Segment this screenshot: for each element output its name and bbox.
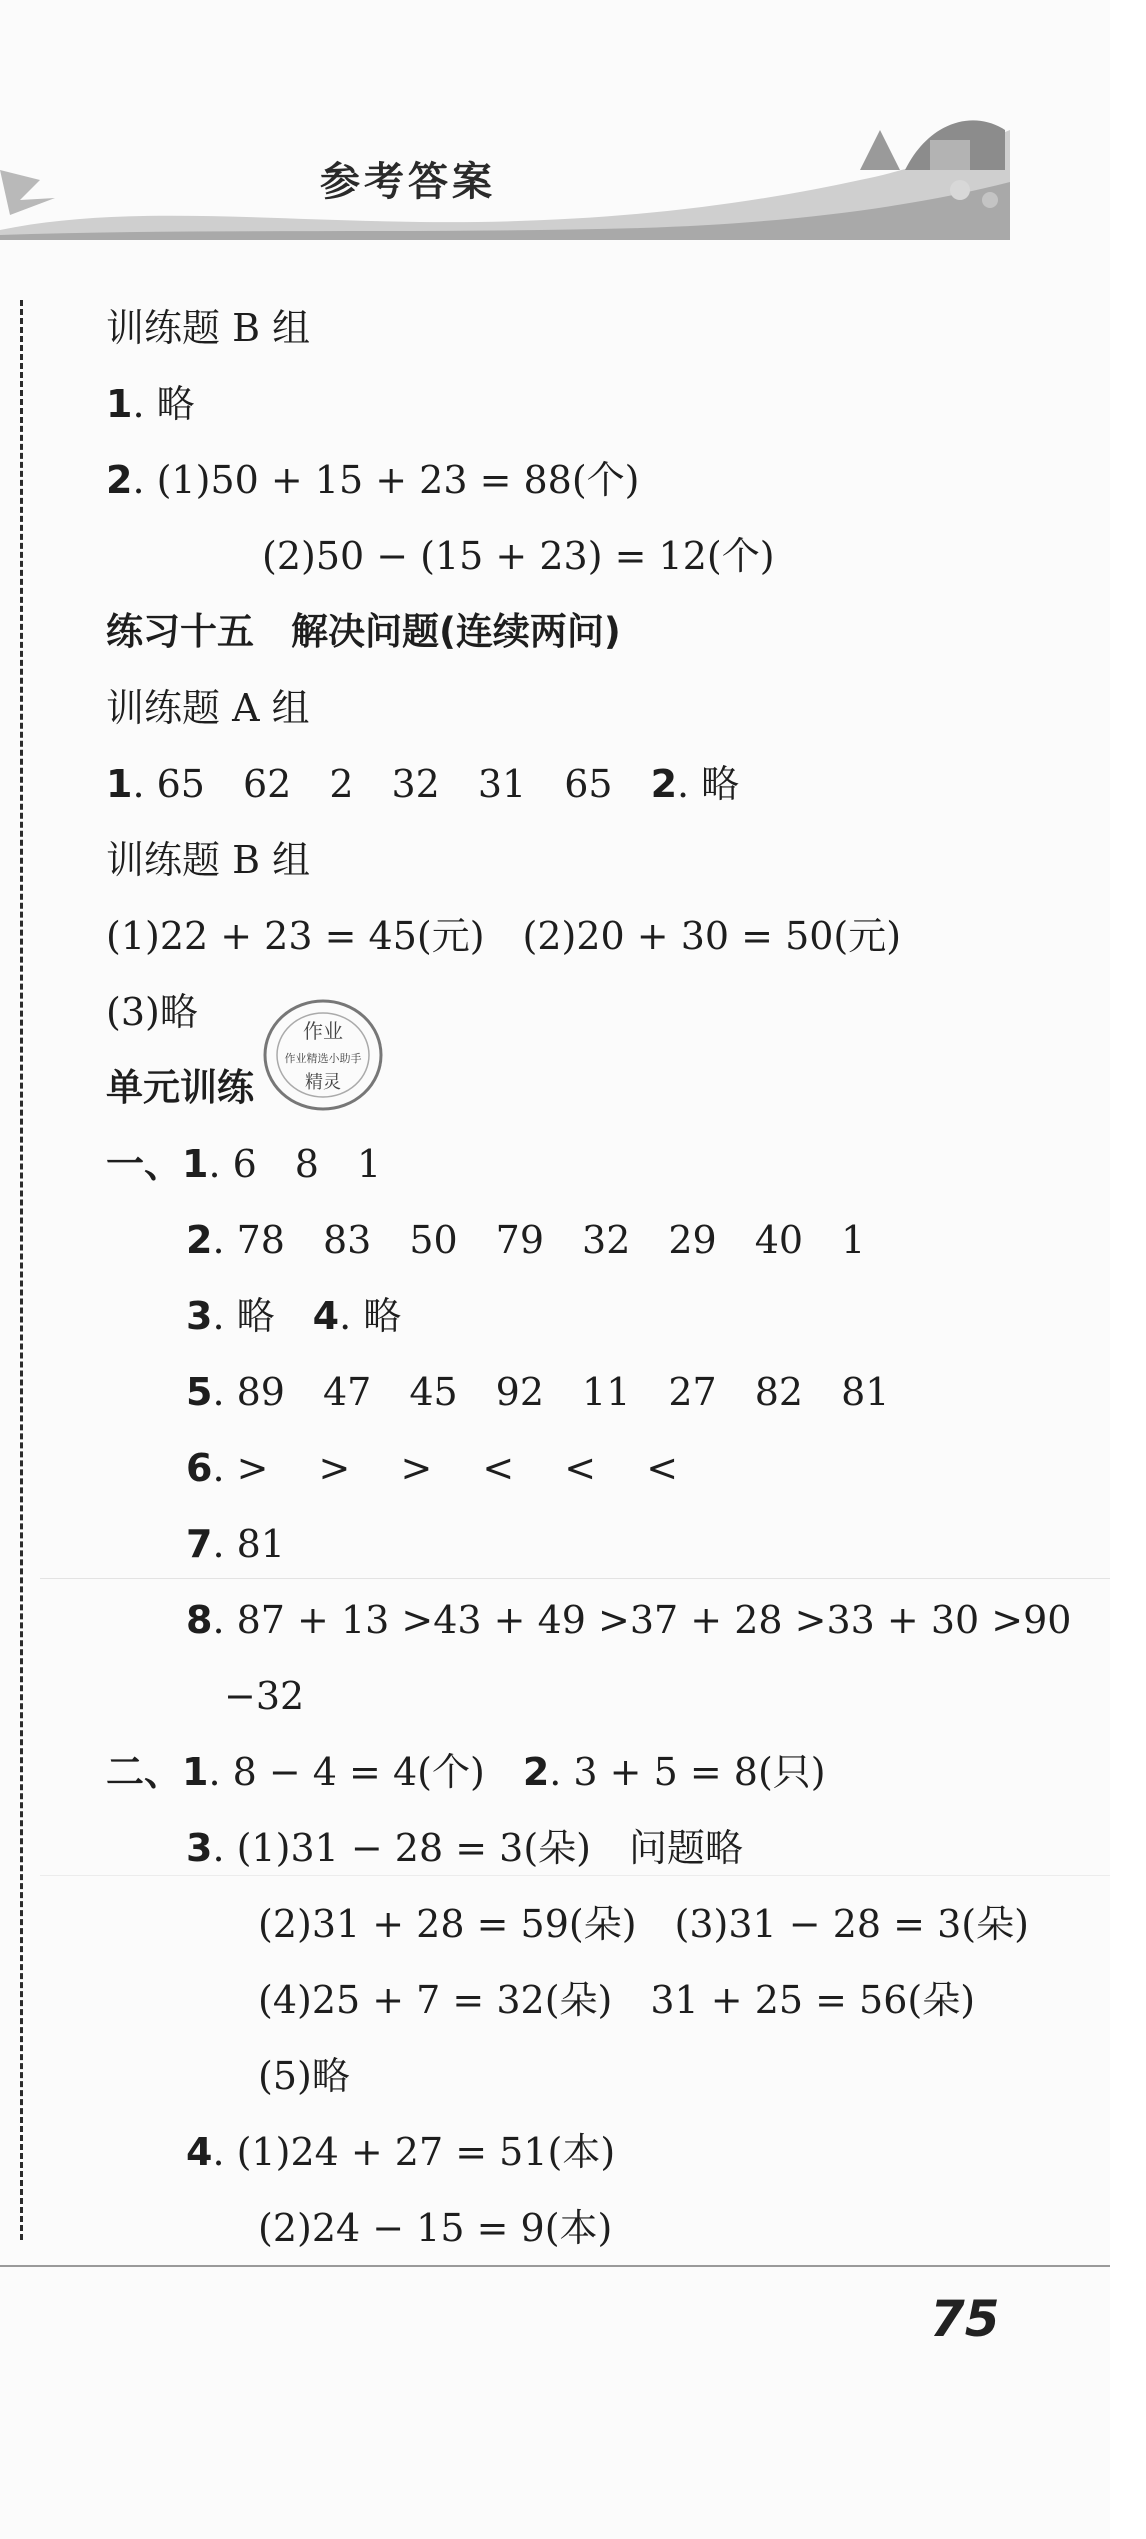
answer-line bbox=[106, 518, 1026, 594]
answer-text: . 65 62 2 32 31 65 bbox=[132, 762, 651, 806]
binding-dashed-line bbox=[20, 300, 23, 2240]
item-number: 4 bbox=[186, 2130, 213, 2174]
item-number: 1 bbox=[182, 1142, 209, 1186]
answer-text: (4)25 + 7 = 32(朵) 31 + 25 = 56(朵) bbox=[258, 1978, 976, 2022]
answer-text: . 8 − 4 = 4(个) bbox=[208, 1750, 523, 1794]
answer-text: (3)略 bbox=[106, 990, 198, 1034]
answer-line bbox=[106, 1202, 1026, 1278]
answer-line bbox=[106, 290, 1026, 366]
answer-text: 训练题 A 组 bbox=[106, 686, 310, 730]
answer-line bbox=[106, 1734, 1026, 1810]
answer-text: . 略 bbox=[677, 762, 740, 806]
section-heading bbox=[106, 1050, 1026, 1126]
section-heading bbox=[106, 594, 1026, 670]
answer-text: 训练题 B 组 bbox=[106, 838, 311, 882]
stamp-text-2: 作业精选小助手 bbox=[284, 1052, 362, 1065]
item-number: 二、 bbox=[106, 1750, 183, 1794]
answer-text: (5)略 bbox=[258, 2054, 350, 2098]
stamp-text-1: 作业 bbox=[303, 1019, 343, 1043]
answer-line bbox=[106, 1430, 1026, 1506]
item-number: 7 bbox=[186, 1522, 213, 1566]
answer-line bbox=[106, 670, 1026, 746]
answer-line bbox=[106, 1278, 1026, 1354]
stamp-text-3: 精灵 bbox=[305, 1072, 341, 1093]
footer-rule bbox=[0, 2265, 1110, 2267]
item-number: 1 bbox=[182, 1750, 209, 1794]
answer-line bbox=[106, 822, 1026, 898]
item-number: 3 bbox=[186, 1826, 213, 1870]
answer-text: . 78 83 50 79 32 29 40 1 bbox=[212, 1218, 866, 1262]
answer-text: 训练题 B 组 bbox=[106, 306, 311, 350]
answer-line bbox=[106, 2190, 1026, 2266]
answer-text: (1)22 + 23 = 45(元) (2)20 + 30 = 50(元) bbox=[106, 914, 902, 958]
answer-content bbox=[106, 290, 1072, 2266]
answer-line bbox=[106, 366, 1026, 442]
answer-text: (2)31 + 28 = 59(朵) (3)31 − 28 = 3(朵) bbox=[258, 1902, 1029, 1946]
banner-decoration bbox=[0, 110, 1010, 240]
answer-line bbox=[106, 1886, 1029, 1962]
answer-text: . 略 bbox=[339, 1294, 402, 1338]
answer-text: . 89 47 45 92 11 27 82 81 bbox=[212, 1370, 890, 1414]
answer-line bbox=[106, 1962, 1026, 2038]
item-number: 1 bbox=[106, 382, 133, 426]
answer-text: (2)24 − 15 = 9(本) bbox=[258, 2206, 613, 2250]
item-number: 2 bbox=[522, 1750, 550, 1794]
answer-text: . (1)24 + 27 = 51(本) bbox=[212, 2130, 616, 2174]
answer-text: . (1)50 + 15 + 23 = 88(个) bbox=[132, 458, 640, 502]
answer-line bbox=[106, 2114, 1026, 2190]
item-number: 1 bbox=[106, 762, 133, 806]
answer-line bbox=[106, 1126, 1026, 1202]
answer-line bbox=[106, 898, 1026, 974]
answer-line bbox=[106, 1658, 1026, 1734]
answer-line bbox=[106, 1506, 1026, 1582]
item-number: 2 bbox=[650, 762, 678, 806]
answer-text: . (1)31 − 28 = 3(朵) 问题略 bbox=[212, 1826, 743, 1870]
item-number: 2 bbox=[106, 458, 133, 502]
item-number: 4 bbox=[312, 1294, 340, 1338]
answer-line bbox=[106, 1354, 1026, 1430]
answer-text: . 81 bbox=[212, 1522, 285, 1566]
answer-text: (2)50 − (15 + 23) = 12(个) bbox=[262, 534, 775, 578]
answer-text: . > > > < < < bbox=[212, 1446, 679, 1490]
answer-line bbox=[106, 2038, 1026, 2114]
answer-text: . 略 bbox=[132, 382, 195, 426]
item-number: 5 bbox=[186, 1370, 213, 1414]
answer-line bbox=[106, 1810, 1026, 1886]
item-number: 8 bbox=[186, 1598, 213, 1642]
answer-text: . 略 bbox=[212, 1294, 313, 1338]
answer-text: 单元训练 bbox=[106, 1066, 254, 1109]
answer-line bbox=[106, 442, 1026, 518]
item-number: 6 bbox=[186, 1446, 213, 1490]
answer-text: . 87 + 13 >43 + 49 >37 + 28 >33 + 30 >90 bbox=[212, 1598, 1072, 1642]
page-title: 参考答案 bbox=[320, 159, 496, 205]
item-number: 一、 bbox=[106, 1142, 183, 1186]
item-number: 3 bbox=[186, 1294, 213, 1338]
answer-text: . 3 + 5 = 8(只) bbox=[549, 1750, 826, 1794]
answer-line bbox=[106, 974, 1026, 1050]
right-margin bbox=[1110, 0, 1146, 2539]
answer-line bbox=[106, 1582, 1072, 1658]
page-number: 75 bbox=[930, 2290, 1000, 2348]
item-number: 2 bbox=[186, 1218, 213, 1262]
watermark-stamp bbox=[258, 990, 388, 1120]
answer-text: 练习十五 解决问题(连续两问) bbox=[106, 610, 621, 653]
answer-text: −32 bbox=[186, 1674, 305, 1718]
header-banner bbox=[0, 110, 1010, 240]
answer-line bbox=[106, 746, 1026, 822]
answer-text: . 6 8 1 bbox=[208, 1142, 382, 1186]
